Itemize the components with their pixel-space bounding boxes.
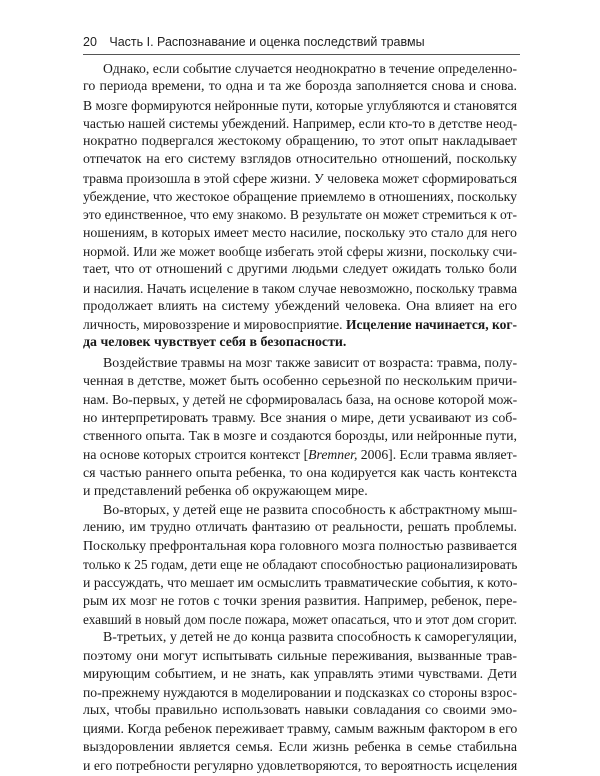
text-line: убеждение, что жестокое обращение приемлемо в отношениях, поскольку — [83, 189, 517, 205]
text-line: только к 25 годам, дети еще не обладают способностью рационализировать — [83, 557, 518, 573]
running-title: Часть I. Распознавание и оценка последствий травмы — [109, 35, 425, 49]
text-line: по-прежнему нуждаются в моделировании и подсказках со стороны взрос- — [83, 685, 517, 701]
text-run: личность, мировоззрение и мировосприятие. — [83, 317, 346, 333]
text-line: тает, что от отношений с другими людьми следует ожидать только боли — [83, 262, 517, 278]
citation-author: Bremner, — [308, 447, 358, 463]
text-line: поэтому они могут испытывать сильные переживания, вызванные трав- — [83, 648, 517, 664]
text-line: рым их мозг не готов с точки зрения развития. Например, ребенок, пере- — [83, 593, 517, 609]
text-line: и рассуждать, что мешает им осмыслить травматические события, к кото- — [83, 575, 518, 591]
text-line: Однако, если событие случается неоднократно в течение определенно- — [103, 61, 517, 76]
text-line: Во-вторых, у детей еще не развита способность к абстрактному мыш- — [103, 502, 518, 518]
text-line: ченная в детстве, может быть особенно серьезной по нескольким причи- — [83, 374, 517, 390]
text-line: и представлений ребенка об окружающем мире. — [83, 483, 368, 499]
text-line: мирующим событием, и не знать, как управлять этими чувствами. Дети — [83, 666, 517, 682]
body-text — [83, 60, 517, 776]
text-line: В-третьих, у детей не до конца развита способность к саморегуляции, — [103, 630, 517, 646]
text-line: нам. Во-первых, у детей не сформировалась база, на основе которой мож- — [83, 392, 518, 408]
header-rule — [83, 54, 520, 55]
text-line: травма произошла в этой сфере жизни. У человека может сформироваться — [83, 170, 518, 186]
text-line: ношениям, в которых имеет место насилие, поскольку это стало для него — [83, 225, 517, 241]
text-run: 2006]. Если травма являет- — [357, 447, 518, 463]
text-line: продолжает влиять на систему убеждений человека. Она влияет на его — [83, 298, 517, 314]
text-line: лению, им трудно отличать фантазию от реальности, решать проблемы. — [83, 520, 517, 536]
text-line: частью нашей системы убеждений. Например, если кто-то в детстве неод- — [83, 115, 518, 131]
text-line: Поскольку префронтальная кора головного мозга полностью развивается — [83, 538, 518, 554]
text-line: циями. Когда ребенок переживает травму, самым важным фактором в его — [83, 721, 518, 737]
text-line: выздоровлении является семья. Если жизнь ребенка в семье стабильна — [83, 739, 517, 755]
text-line: лых, чтобы правильно использовать навыки совладания со своими эмо- — [83, 703, 517, 719]
text-line: отпечаток на его систему взглядов относительно отношений, поскольку — [83, 152, 517, 168]
bold-statement: Исцеление начинается, ког- — [345, 317, 518, 333]
text-line: ехавший в новый дом после пожара, может опасаться, что и этот дом сгорит. — [83, 611, 517, 627]
text-line: ся частью раннего опыта ребенка, то она кодируется как часть контекста — [83, 465, 517, 481]
running-header — [83, 34, 520, 50]
text-line — [83, 316, 517, 334]
text-line: но интерпретировать травму. Все знания о мире, дети усваивают из соб- — [83, 410, 517, 426]
text-line: В мозге формируются нейронные пути, которые углубляются и становятся — [83, 97, 517, 113]
text-line: и насилия. Начать исцеление в таком случае невозможно, поскольку травма — [83, 280, 518, 296]
text-line — [83, 446, 517, 464]
text-line: нократно подвергался жестокому обращению, то этот опыт накладывает — [83, 134, 517, 150]
text-line: это единственное, что ему знакомо. В результате он может стремиться к от- — [83, 207, 517, 223]
text-line: Воздействие травмы на мозг также зависит от возраста: травма, полу- — [103, 355, 518, 371]
text-line: и его потребности регулярно удовлетворяются, то вероятность исцеления — [83, 758, 518, 774]
text-line: ственного опыта. Так в мозге и создаются борозды, или нейронные пути, — [83, 428, 517, 444]
text-line: го периода времени, то одна и та же борозда заполняется снова и снова. — [83, 79, 517, 95]
text-run: на основе которых строится контекст [ — [83, 447, 309, 463]
bold-statement: да человек чувствует себя в безопасности. — [83, 335, 347, 351]
text-line: нормой. Или же может вообще избегать этой сферы жизни, поскольку счи- — [83, 243, 517, 259]
page-number: 20 — [83, 35, 97, 49]
text-line — [83, 334, 517, 352]
